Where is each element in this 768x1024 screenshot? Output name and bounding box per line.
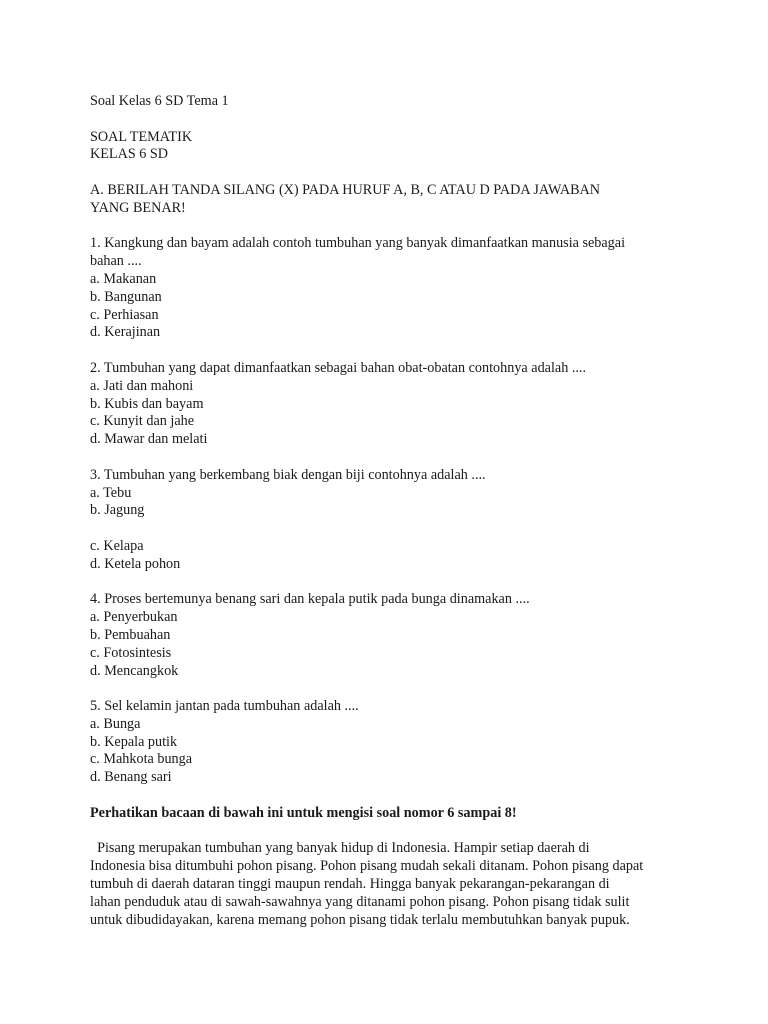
question-3-option-b: b. Jagung	[90, 502, 145, 519]
question-5-option-c: c. Mahkota bunga	[90, 751, 193, 768]
question-5	[90, 698, 690, 787]
question-3-option-c: c. Kelapa	[90, 537, 144, 554]
heading-line-1: SOAL TEMATIK	[90, 128, 193, 145]
question-5-option-b: b. Kepala putik	[90, 733, 178, 750]
question-2	[90, 360, 690, 449]
question-5-option-d: d. Benang sari	[90, 769, 172, 786]
question-4-option-a: a. Penyerbukan	[90, 609, 178, 626]
question-4-option-d: d. Mencangkok	[90, 662, 179, 679]
instruction-line-1: A. BERILAH TANDA SILANG (X) PADA HURUF A, B, C ATAU D PADA JAWABAN	[90, 181, 601, 198]
question-1-text-cont: bahan ....	[90, 253, 142, 270]
question-1	[90, 235, 690, 342]
question-3	[90, 467, 690, 574]
question-1-text: 1. Kangkung dan bayam adalah contoh tumbuhan yang banyak dimanfaatkan manusia sebagai	[90, 235, 626, 252]
question-5-option-a: a. Bunga	[90, 715, 141, 732]
question-3-option-a: a. Tebu	[90, 484, 132, 501]
question-4	[90, 591, 690, 680]
document-page	[90, 93, 690, 929]
question-2-text: 2. Tumbuhan yang dapat dimanfaatkan sebagai bahan obat-obatan contohnya adalah ....	[90, 359, 587, 376]
question-2-option-a: a. Jati dan mahoni	[90, 377, 194, 394]
document-title: Soal Kelas 6 SD Tema 1	[90, 93, 229, 109]
question-2-option-d: d. Mawar dan melati	[90, 431, 208, 448]
question-2-option-b: b. Kubis dan bayam	[90, 395, 204, 412]
instruction-line-2: YANG BENAR!	[90, 199, 186, 216]
reading-instruction: Perhatikan bacaan di bawah ini untuk mengisi soal nomor 6 sampai 8!	[90, 804, 517, 821]
question-1-option-a: a. Makanan	[90, 270, 157, 287]
passage-line: Indonesia bisa ditumbuhi pohon pisang. Pohon pisang mudah sekali ditanam. Pohon pisang dapat	[90, 858, 644, 875]
question-1-option-c: c. Perhiasan	[90, 306, 159, 323]
heading-line-2: KELAS 6 SD	[90, 146, 169, 163]
reading-passage	[90, 840, 690, 929]
question-4-option-b: b. Pembuahan	[90, 626, 171, 643]
question-2-option-c: c. Kunyit dan jahe	[90, 413, 195, 430]
question-4-text: 4. Proses bertemunya benang sari dan kepala putik pada bunga dinamakan ....	[90, 591, 530, 608]
passage-line: lahan penduduk atau di sawah-sawahnya yang ditanami pohon pisang. Pohon pisang tidak sulit	[90, 893, 630, 910]
passage-line: tumbuh di daerah dataran tinggi maupun rendah. Hingga banyak pekarangan-pekarangan di	[90, 876, 610, 893]
question-3-option-d: d. Ketela pohon	[90, 555, 181, 572]
passage-line: Pisang merupakan tumbuhan yang banyak hidup di Indonesia. Hampir setiap daerah di	[90, 840, 590, 857]
question-5-text: 5. Sel kelamin jantan pada tumbuhan adalah ....	[90, 698, 359, 715]
question-4-option-c: c. Fotosintesis	[90, 644, 172, 661]
passage-line: untuk dibudidayakan, karena memang pohon pisang tidak terlalu membutuhkan banyak pupuk.	[90, 911, 630, 928]
question-3-text: 3. Tumbuhan yang berkembang biak dengan biji contohnya adalah ....	[90, 466, 486, 483]
question-1-option-d: d. Kerajinan	[90, 324, 161, 341]
question-1-option-b: b. Bangunan	[90, 288, 162, 305]
